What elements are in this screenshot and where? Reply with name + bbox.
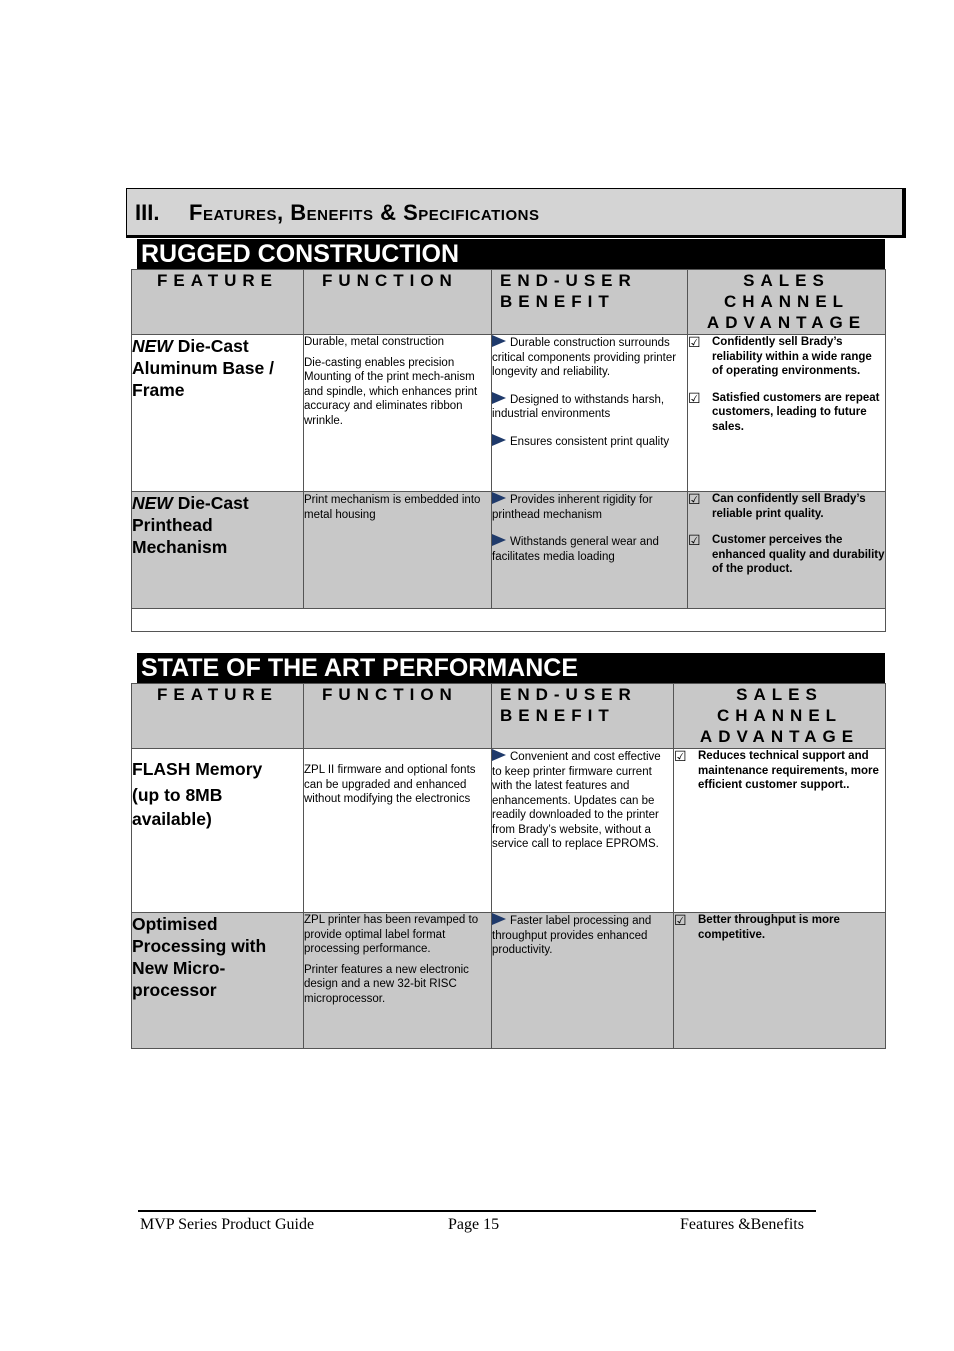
benefit-item: Withstands general wear and facilitates media loading xyxy=(492,536,659,563)
benefit-cell xyxy=(492,913,674,1049)
performance-bar xyxy=(137,653,885,683)
header-benefit: END-USER BENEFIT xyxy=(492,270,688,335)
footer-rule xyxy=(138,1210,816,1212)
checkbox-icon: ☑ xyxy=(688,532,701,548)
advantage-cell: ☑ Can confidently sell Brady’s reliable print quality. ☑ Customer perceives the enhanced quality and durability of the product. xyxy=(688,492,886,609)
table-header-row xyxy=(132,684,886,749)
arrow-flag-icon xyxy=(492,492,506,504)
section-title: Features, Benefits & Specifications xyxy=(189,200,540,225)
benefit-item: Convenient and cost effective to keep printer firmware current with the latest features and enhancements. Updates can be readily downloaded to the printer from Brady’s website, without a service call to replace EPROMS. xyxy=(492,751,661,850)
advantage-cell: ☑ Better throughput is more competitive. xyxy=(674,913,886,1049)
checkbox-icon: ☑ xyxy=(674,748,687,764)
benefit-item: Provides inherent rigidity for printhead mechanism xyxy=(492,494,653,521)
feature-cell: NEW Die-Cast Printhead Mechanism xyxy=(132,492,304,609)
table-row xyxy=(132,335,886,492)
performance-table xyxy=(131,683,886,1049)
feature-cell: NEW Die-Cast Aluminum Base / Frame xyxy=(132,335,304,492)
table-spacer-row xyxy=(132,609,886,632)
function-cell: ZPL printer has been revamped to provide optimal label format processing performance. Printer features a new electronic design and a new 32-bit RISC microprocessor. xyxy=(304,913,492,1049)
arrow-flag-icon xyxy=(492,534,506,546)
section-number: III. xyxy=(135,200,160,225)
checkbox-icon: ☑ xyxy=(688,389,701,406)
function-cell: Print mechanism is embedded into metal housing xyxy=(304,492,492,609)
table-header-row xyxy=(132,270,886,335)
table-row xyxy=(132,913,886,1049)
footer-right: Features &Benefits xyxy=(680,1216,804,1233)
rugged-construction-bar xyxy=(137,239,885,269)
arrow-flag-icon xyxy=(492,749,506,761)
performance-title: STATE OF THE ART PERFORMANCE xyxy=(141,654,579,682)
header-benefit: END-USER BENEFIT xyxy=(492,684,674,749)
benefit-item: Ensures consistent print quality xyxy=(492,434,687,450)
benefit-item: Durable construction surrounds critical components providing printer longevity and reliability. xyxy=(492,337,677,378)
header-advantage: SALES CHANNEL ADVANTAGE xyxy=(674,684,886,749)
checkbox-icon: ☑ xyxy=(674,912,687,928)
header-feature: FEATURE xyxy=(132,270,304,335)
benefit-cell xyxy=(492,749,674,913)
advantage-cell: ☑ Reduces technical support and maintenance requirements, more efficient customer support.. xyxy=(674,749,886,913)
function-cell: ZPL II firmware and optional fonts can be upgraded and enhanced without modifying the electronics xyxy=(304,749,492,913)
table-row xyxy=(132,749,886,913)
checkbox-icon: ☑ xyxy=(688,491,701,507)
function-cell: Durable, metal construction Die-casting enables precision Mounting of the print mech-anism and spindle, which enhances print accuracy and eliminates ribbon wrinkle. xyxy=(304,335,492,492)
header-feature: FEATURE xyxy=(132,684,304,749)
arrow-flag-icon xyxy=(492,913,506,925)
feature-cell: FLASH Memory (up to 8MB available) xyxy=(132,749,304,913)
benefit-cell xyxy=(492,492,688,609)
advantage-cell: ☑ Confidently sell Brady’s reliability within a wide range of operating environments. ☑ Satisfied customers are repeat customers, leading to future sales. xyxy=(688,335,886,492)
header-advantage: SALES CHANNEL ADVANTAGE xyxy=(688,270,886,335)
rugged-construction-title: RUGGED CONSTRUCTION xyxy=(141,240,460,268)
rugged-table xyxy=(131,269,886,632)
arrow-flag-icon xyxy=(492,335,506,347)
table-row xyxy=(132,492,886,609)
header-function: FUNCTION xyxy=(304,270,492,335)
arrow-flag-icon xyxy=(492,434,506,446)
checkbox-icon: ☑ xyxy=(688,334,701,350)
benefit-item: Designed to withstands harsh, industrial environments xyxy=(492,393,665,420)
footer-left: MVP Series Product Guide xyxy=(140,1216,315,1233)
section-heading-box xyxy=(126,188,906,238)
arrow-flag-icon xyxy=(492,392,506,404)
header-function: FUNCTION xyxy=(304,684,492,749)
feature-cell: Optimised Processing with New Micro-processor xyxy=(132,913,304,1049)
benefit-cell xyxy=(492,335,688,492)
benefit-item: Faster label processing and throughput provides enhanced productivity. xyxy=(492,915,652,956)
footer-page-number: Page 15 xyxy=(448,1216,500,1233)
